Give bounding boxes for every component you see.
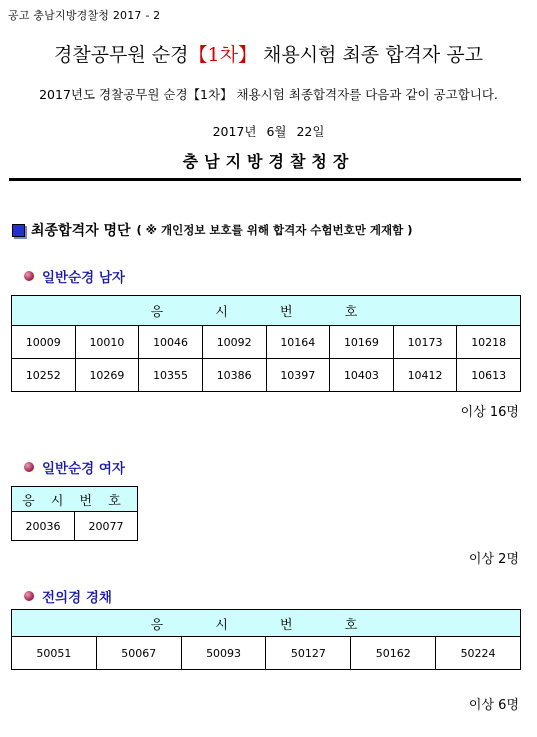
group-title-female [24,457,125,477]
title-divider [9,178,521,181]
count-male: 이상 16명 [460,405,519,420]
table-row [12,637,521,670]
exam-number-cell: 50067 [96,637,181,670]
exam-number-cell: 50224 [436,637,521,670]
table-row [12,512,138,541]
table-header-cell: 응 시 번 호 [12,487,138,512]
table-row [12,326,521,359]
exam-number-cell: 10613 [457,359,521,392]
intro-text: 2017년도 경찰공무원 순경【1차】 채용시험 최종합격자를 다음과 같이 공고합니다. [39,87,498,102]
table-header-row [12,610,521,637]
exam-number-cell: 10403 [330,359,394,392]
exam-number-cell: 50127 [266,637,351,670]
exam-number-table-male [11,295,521,392]
exam-number-cell: 10169 [330,326,394,359]
section-privacy-note: ( ※ 개인정보 보호를 위해 합격자 수험번호만 게재함 ) [136,223,413,237]
count-female: 이상 2명 [468,552,519,567]
exam-number-cell: 20036 [12,512,75,541]
exam-number-cell: 10252 [12,359,76,392]
count-transfer: 이상 6명 [468,698,519,713]
round-bullet-icon [24,462,34,472]
table-header-row [12,296,521,326]
document-title [0,40,537,67]
square-bullet-icon [12,224,25,237]
title-highlight: 【1차】 [188,44,257,66]
exam-number-cell: 10412 [393,359,457,392]
exam-number-table-female [11,486,138,541]
section-heading [12,220,412,240]
group-title-text: 전의경 경채 [42,590,112,606]
exam-number-cell: 50093 [181,637,266,670]
round-bullet-icon [24,271,34,281]
exam-number-cell: 10046 [139,326,203,359]
exam-number-cell: 10164 [266,326,330,359]
announcement-date: 2017년 6월 22일 [212,124,325,139]
table-header-cell: 응 시 번 호 [12,610,521,637]
issuer-name: 충남지방경찰청장 [182,152,355,171]
title-text-before: 경찰공무원 순경 [53,44,189,66]
section-heading-text: 최종합격자 명단 [31,223,131,239]
table-row [12,359,521,392]
group-title-text: 일반순경 여자 [42,461,125,477]
exam-number-cell: 10009 [12,326,76,359]
exam-number-cell: 10092 [202,326,266,359]
exam-number-cell: 10386 [202,359,266,392]
round-bullet-icon [24,591,34,601]
table-header-cell: 응 시 번 호 [12,296,521,326]
exam-number-cell: 10397 [266,359,330,392]
exam-number-cell: 20077 [75,512,138,541]
exam-number-cell: 10218 [457,326,521,359]
exam-number-cell: 50162 [351,637,436,670]
exam-number-table-transfer [11,609,521,670]
exam-number-cell: 50051 [12,637,97,670]
title-text-after: 채용시험 최종 합격자 공고 [256,44,484,66]
group-title-transfer [24,586,112,606]
group-title-text: 일반순경 남자 [42,270,125,286]
exam-number-cell: 10010 [75,326,139,359]
group-title-male [24,266,125,286]
table-header-row [12,487,138,512]
exam-number-cell: 10355 [139,359,203,392]
document-header-note: 공고 충남지방경찰청 2017 - 2 [8,9,161,22]
exam-number-cell: 10173 [393,326,457,359]
exam-number-cell: 10269 [75,359,139,392]
